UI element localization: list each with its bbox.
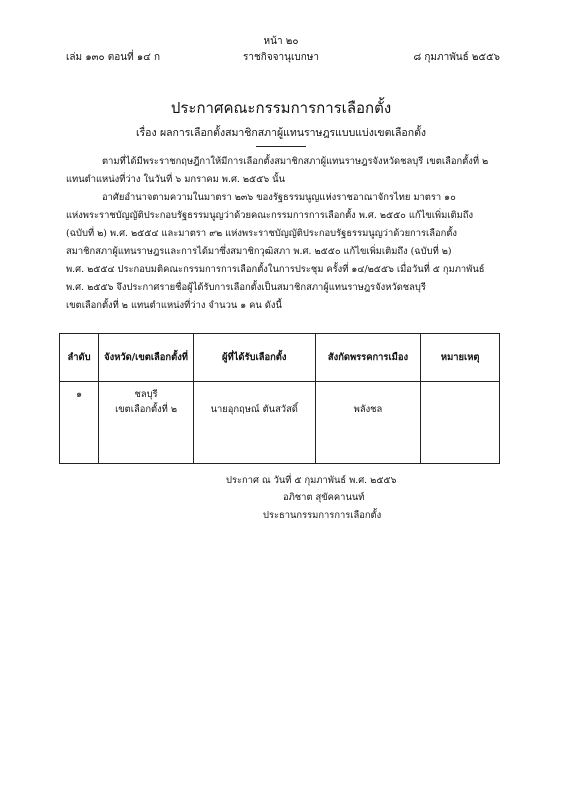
signatory-position: ประธานกรรมการการเลือกตั้ง <box>263 510 382 521</box>
cell-party <box>315 382 421 464</box>
announcement-date: ประกาศ ณ วันที่ ๕ กุมภาพันธ์ พ.ศ. ๒๕๕๖ <box>226 475 397 486</box>
header-elected: ผู้ที่ได้รับเลือกตั้ง <box>193 334 315 382</box>
paragraph-line: เขตเลือกตั้งที่ ๒ แทนตำแหน่งที่ว่าง จำนวน ๑ คน ดังนี้ <box>66 300 282 311</box>
signatory-name: อภิชาต สุขัคคานนท์ <box>283 492 365 503</box>
paragraph-line: พ.ศ. ๒๕๕๔ ประกอบมติคณะกรรมการการเลือกตั้งในการประชุม ครั้งที่ ๑๔/๒๕๕๖ เมื่อวันที่ ๕ กุมภาพันธ์ <box>66 264 485 275</box>
party-name: พลังชล <box>353 404 383 415</box>
election-results-table <box>59 333 500 464</box>
cell-order: ๑ <box>60 382 99 464</box>
cell-province-district <box>99 382 194 464</box>
title-divider <box>256 146 306 147</box>
header-party: สังกัดพรรคการเมือง <box>315 334 421 382</box>
province-name: ชลบุรี <box>134 389 158 400</box>
paragraph-2 <box>66 189 496 315</box>
header-province-district: จังหวัด/เขตเลือกตั้งที่ <box>99 334 194 382</box>
paragraph-line: ตามที่ได้มีพระราชกฤษฎีกาให้มีการเลือกตั้งสมาชิกสภาผู้แทนราษฎรจังหวัดชลบุรี เขตเลือกตั้งที่ ๒ <box>102 156 489 167</box>
elected-name: นายอุกฤษณ์ ตันสวัสดิ์ <box>210 404 298 415</box>
gazette-name: ราชกิจจานุเบกษา <box>242 52 320 63</box>
table-row <box>60 382 500 464</box>
paragraph-line: พ.ศ. ๒๕๕๖ จึงประกาศรายชื่อผู้ได้รับการเลือกตั้งเป็นสมาชิกสภาผู้แทนราษฎรจังหวัดชลบุรี <box>66 282 426 293</box>
district-number: เขตเลือกตั้งที่ ๒ <box>115 404 178 415</box>
paragraph-line: อาศัยอำนาจตามความในมาตรา ๒๓๖ ของรัฐธรรมนูญแห่งราชอาณาจักรไทย มาตรา ๑๐ <box>102 192 456 203</box>
document-subject: เรื่อง ผลการเลือกตั้งสมาชิกสภาผู้แทนราษฎรแบบแบ่งเขตเลือกตั้ง <box>135 127 427 139</box>
header-remark: หมายเหตุ <box>421 334 500 382</box>
document-title: ประกาศคณะกรรมการการเลือกตั้ง <box>170 99 392 117</box>
gazette-date: ๘ กุมภาพันธ์ ๒๕๕๖ <box>413 52 500 63</box>
paragraph-line: สมาชิกสภาผู้แทนราษฎรและการได้มาซึ่งสมาชิกวุฒิสภา พ.ศ. ๒๕๕๐ แก้ไขเพิ่มเติมถึง (ฉบับที่ ๒) <box>66 246 452 257</box>
paragraph-line: (ฉบับที่ ๒) พ.ศ. ๒๕๕๔ และมาตรา ๙๒ แห่งพระราชบัญญัติประกอบรัฐธรรมนูญว่าด้วยการเลือกตั้ง <box>66 228 457 239</box>
paragraph-line: แห่งพระราชบัญญัติประกอบรัฐธรรมนูญว่าด้วยคณะกรรมการการเลือกตั้ง พ.ศ. ๒๕๕๐ แก้ไขเพิ่มเติมถึง <box>66 210 474 221</box>
cell-elected <box>193 382 315 464</box>
page-number: หน้า ๒๐ <box>263 36 299 47</box>
volume-issue: เล่ม ๑๓๐ ตอนที่ ๑๔ ก <box>66 52 161 63</box>
cell-remark <box>421 382 500 464</box>
header-order: ลำดับ <box>60 334 99 382</box>
table-header-row <box>60 334 500 382</box>
paragraph-1 <box>66 153 496 189</box>
paragraph-line: แทนตำแหน่งที่ว่าง ในวันที่ ๖ มกราคม พ.ศ. ๒๕๕๖ นั้น <box>66 174 285 185</box>
